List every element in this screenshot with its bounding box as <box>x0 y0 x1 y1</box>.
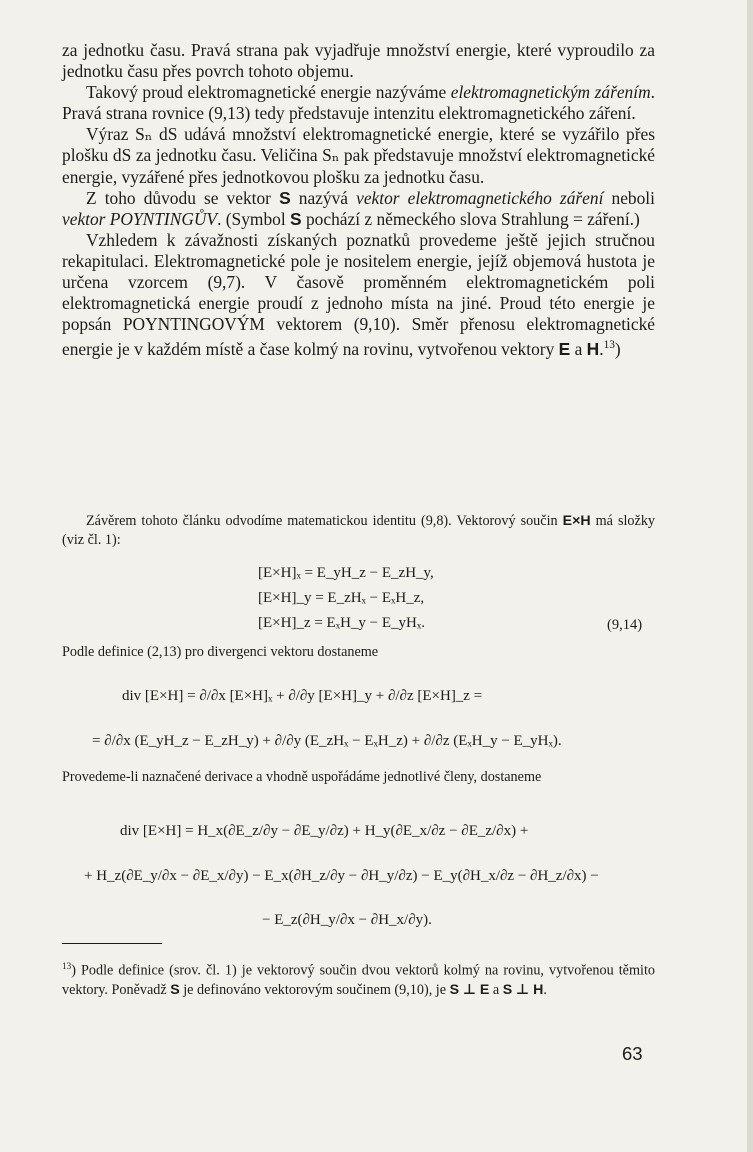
footnote: $^{13}$) Podle definice (srov. čl. 1) je vektorový součin dvou vektorů kolmý na rovinu, vytvořenou těmito vektory. Poněvadž S je definováno vektorovým součinem (9,10), je S ⊥ E a S ⊥ H. <box>62 961 655 998</box>
footnote-reference[interactable]: 13 <box>603 339 615 352</box>
paragraph-recapitulation: Vzhledem k závažnosti získaných poznatků provedeme ještě jejich stručnou rekapitulaci. Elektromagnetické pole je nositelem energie, jejíž objemová hustota je určena vzorcem (9,7). V časově proměnném elektromagnetickém poli elektromagnetická energie proudí z jednoho místa na jiné. Proud této energie je popsán POYNTINGOVÝM vektorem (9,10). Směr přenosu elektromagnetické energie je v každém místě a čase kolmý na rovinu, vytvořenou vektory E a H.$^{13}$) <box>62 229 655 360</box>
paragraph-poynting-vector: Z toho důvodu se vektor S nazývá vektor elektromagnetického záření neboli vektor POYNTINGŮV. (Symbol S pochází z německého slova Strahlung = záření.) <box>62 187 655 229</box>
divergence-equation-line-1: div [E×H] = ∂/∂x [E×H]ₓ + ∂/∂y [E×H]_y + ∂/∂z [E×H]_z = <box>122 688 483 704</box>
paragraph-sn-ds: Výraz Sₙ dS udává množství elektromagnetické energie, které se vyzářilo přes plošku dS za jednotku času. Veličina Sₙ pak představuje množství elektromagnetické energie, vyzářené přes jednotkovou plošku za jednotku času. <box>62 124 655 187</box>
equation-9-14-line-3: [E×H]_z = EₓH_y − E_yHₓ. <box>258 615 425 631</box>
equation-number: (9,14) <box>607 617 643 633</box>
page-number: 63 <box>622 1043 643 1064</box>
rearrangement-text: Provedeme-li naznačené derivace a vhodně uspořádáme jednotlivé členy, dostaneme <box>62 769 542 785</box>
paragraph-radiation-definition: Takový proud elektromagnetické energie nazýváme elektromagnetickým zářením. Pravá strana rovnice (9,13) tedy představuje intenzitu elektromagnetického záření. <box>62 82 656 124</box>
footnote-rule <box>62 943 162 944</box>
footnote-marker: 13 <box>62 961 72 971</box>
equation-9-14-line-1: [E×H]ₓ = E_yH_z − E_zH_y, <box>258 565 434 581</box>
result-equation-line-1: div [E×H] = H_x(∂E_z/∂y − ∂E_y/∂z) + H_y(∂E_x/∂z − ∂E_z/∂x) + <box>120 823 529 839</box>
page-edge-shadow <box>747 0 753 1152</box>
derivation-intro: Závěrem tohoto článku odvodíme matematickou identitu (9,8). Vektorový součin E×H má složky (viz čl. 1): <box>62 513 656 548</box>
main-body-text <box>62 40 655 360</box>
result-equation-line-3: − E_z(∂H_y/∂x − ∂H_x/∂y). <box>262 912 432 928</box>
paragraph-continuation: za jednotku času. Pravá strana pak vyjadřuje množství energie, které vyproudilo za jednotku času přes povrch tohoto objemu. <box>62 40 655 82</box>
divergence-definition-text: Podle definice (2,13) pro divergenci vektoru dostaneme <box>62 644 379 660</box>
result-equation-line-2: + H_z(∂E_y/∂x − ∂E_x/∂y) − E_x(∂H_z/∂y − ∂H_y/∂z) − E_y(∂H_x/∂z − ∂H_z/∂x) − <box>84 868 599 884</box>
equation-9-14-line-2: [E×H]_y = E_zHₓ − EₓH_z, <box>258 590 425 606</box>
divergence-equation-line-2: = ∂/∂x (E_yH_z − E_zH_y) + ∂/∂y (E_zHₓ − EₓH_z) + ∂/∂z (EₓH_y − E_yHₓ). <box>92 733 562 749</box>
